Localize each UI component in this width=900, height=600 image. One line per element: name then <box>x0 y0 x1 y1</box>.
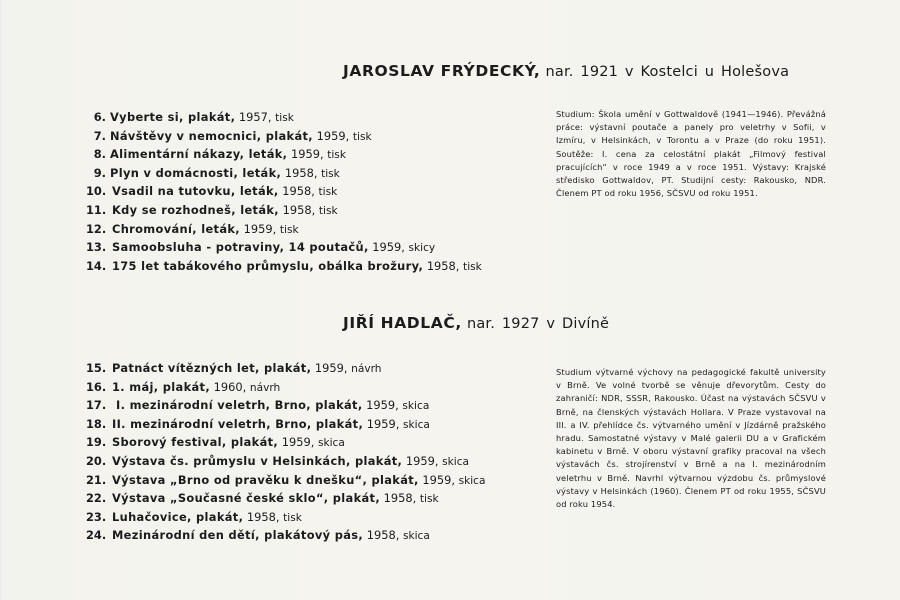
work-year: 1959, <box>366 416 400 431</box>
work-technique: tisk <box>275 112 294 124</box>
work-year: 1959, <box>314 361 348 375</box>
work-item <box>86 257 482 276</box>
work-title: Návštěvy v nemocnici, plakát, <box>110 128 313 143</box>
work-year: 1959, <box>372 240 405 255</box>
work-title: Vyberte si, plakát, <box>110 110 236 124</box>
work-title: Patnáct vítězných let, plakát, <box>112 361 312 375</box>
work-title: Výstava „Brno od pravěku k dnešku“, plakát, <box>112 472 419 487</box>
work-title: Sborový festival, plakát, <box>112 435 279 450</box>
work-number: 19. <box>86 435 107 450</box>
work-title: Výstava čs. průmyslu v Helsinkách, plakát, <box>112 453 403 468</box>
work-number: 20. <box>86 453 107 468</box>
work-year: 1958, <box>282 202 316 217</box>
work-title: Chromování, leták, <box>112 221 240 236</box>
work-number: 14. <box>86 258 107 273</box>
work-year: 1958, <box>366 528 400 543</box>
work-number: 12. <box>86 221 107 236</box>
work-number: 6. <box>93 110 106 124</box>
work-item <box>86 182 482 201</box>
artist-heading-frydecky <box>343 62 789 80</box>
work-item <box>86 201 482 220</box>
work-year: 1958, <box>282 184 315 199</box>
work-year: 1959, <box>366 398 399 413</box>
work-number: 11. <box>86 202 107 217</box>
artist-birth: nar. 1927 v Divíně <box>466 316 610 332</box>
work-title: Mezinárodní den dětí, plakátový pás, <box>112 528 364 543</box>
work-year: 1959, <box>316 128 350 143</box>
work-technique: skica <box>402 418 430 431</box>
work-number: 21. <box>86 472 107 487</box>
work-technique: skica <box>402 400 430 413</box>
work-title: Samoobsluha - potraviny, 14 poutačů, <box>112 240 369 255</box>
work-number: 16. <box>86 379 107 394</box>
work-year: 1960, <box>213 379 247 394</box>
work-number: 17. <box>86 398 107 413</box>
artist-name: JAROSLAV FRÝDECKÝ, <box>343 62 541 80</box>
works-list-frydecky <box>86 108 482 275</box>
work-year: 1959, <box>281 435 315 450</box>
work-technique: tisk <box>279 223 299 236</box>
work-number: 7. <box>93 128 106 143</box>
work-title: I. mezinárodní veletrh, Brno, plakát, <box>116 398 363 413</box>
work-number: 9. <box>93 165 106 180</box>
work-title: Plyn v domácnosti, leták, <box>110 165 282 180</box>
bio-text: Studium: Škola umění v Gottwaldově (1941—1946). Převážná práce: výstavní poutače a panely pro veletrhy v Sofii, v Izmíru, v Helsinkách, v Torontu a v Praze (do roku 1951). Soutěže: I. cena za celostátní plakát „Filmový festival pracujících“ v roce 1949 a v roce 1951. Výstavy: Krajské středisko Gottwaldov, PT. Studijní cesty: Rakousko, NDR. Členem PT od roku 1956, SČSVU od roku 1951. <box>556 109 826 199</box>
work-year: 1959, <box>405 453 439 468</box>
work-technique: návrh <box>249 381 281 394</box>
work-year: 1958, <box>284 165 318 180</box>
work-item <box>86 164 482 183</box>
work-technique: tisk <box>318 186 338 199</box>
artist-bio-frydecky <box>556 108 826 200</box>
work-item <box>86 433 486 452</box>
work-number: 15. <box>86 361 107 375</box>
work-number: 13. <box>86 240 107 255</box>
work-technique: tisk <box>327 149 346 162</box>
artist-heading-hadlac <box>343 314 609 332</box>
work-item <box>86 396 486 415</box>
work-technique: tisk <box>318 204 338 217</box>
works-list-hadlac <box>86 359 486 545</box>
work-item <box>86 508 486 527</box>
work-title: Výstava „Současné české sklo“, plakát, <box>112 491 381 506</box>
work-title: Luhačovice, plakát, <box>112 509 244 524</box>
work-number: 8. <box>93 147 106 162</box>
work-title: Kdy se rozhodneš, leták, <box>112 202 279 217</box>
work-title: 175 let tabákového průmyslu, obálka brožury, <box>112 258 424 273</box>
work-item <box>86 145 482 164</box>
work-year: 1958, <box>426 258 460 273</box>
bio-text: Studium výtvarné výchovy na pedagogické fakultě university v Brně. Ve volné tvorbě se věnuje dřevorytům. Cesty do zahraničí: NDR, SSSR, Rakousko. Účast na výstavách SČSVU v Brně, na členských výstavách Hollara. V Praze vystavoval na III. a IV. přehlídce čs. výtvarného umění v Jízdárně pražského hradu. Samostatné výstavy v Malé galerii DU a v Grafickém kabinetu v Brně. V oboru výstavní grafiky pracoval na všech výstavách čs. strojírenství v Brně a na I. mezinárodním veletrhu v Brně. Navrhl výtvarnou výzdobu čs. průmyslové výstavy v Helsinkách (1960). Členem PT od roku 1955, SČSVU od roku 1954. <box>556 367 826 510</box>
work-year: 1958, <box>383 491 417 506</box>
work-title: Alimentární nákazy, leták, <box>110 147 288 162</box>
work-item <box>86 378 486 397</box>
work-technique: skica <box>402 530 430 543</box>
artist-name: JIŘÍ HADLAČ, <box>343 314 462 332</box>
work-number: 24. <box>86 528 107 543</box>
work-item <box>86 220 482 239</box>
work-number: 22. <box>86 491 107 506</box>
work-technique: tisk <box>321 167 340 180</box>
work-technique: návrh <box>351 363 382 375</box>
work-technique: tisk <box>463 260 482 273</box>
work-technique: tisk <box>283 511 302 524</box>
work-title: 1. máj, plakát, <box>112 379 210 394</box>
work-item <box>86 471 486 490</box>
work-technique: tisk <box>419 493 439 506</box>
work-year: 1959, <box>243 221 277 236</box>
work-number: 23. <box>86 509 107 524</box>
work-year: 1958, <box>246 509 280 524</box>
work-item <box>86 526 486 545</box>
work-number: 18. <box>86 416 107 431</box>
work-title: II. mezinárodní veletrh, Brno, plakát, <box>112 416 364 431</box>
work-technique: skica <box>317 437 345 450</box>
work-year: 1959, <box>422 472 455 487</box>
work-year: 1959, <box>290 147 324 162</box>
work-year: 1957, <box>238 110 272 124</box>
work-number: 10. <box>86 184 107 199</box>
work-title: Vsadil na tutovku, leták, <box>112 184 279 199</box>
artist-bio-hadlac <box>556 366 826 511</box>
work-item <box>86 238 482 257</box>
work-item <box>86 452 486 471</box>
work-technique: skicy <box>408 242 436 255</box>
work-technique: tisk <box>352 130 372 143</box>
work-item <box>86 489 486 508</box>
work-item <box>86 108 482 127</box>
work-item <box>86 127 482 146</box>
artist-birth: nar. 1921 v Kostelci u Holešova <box>545 64 790 80</box>
work-item <box>86 415 486 434</box>
work-technique: skica <box>442 455 470 468</box>
work-item <box>86 359 486 378</box>
work-technique: skica <box>458 474 486 487</box>
